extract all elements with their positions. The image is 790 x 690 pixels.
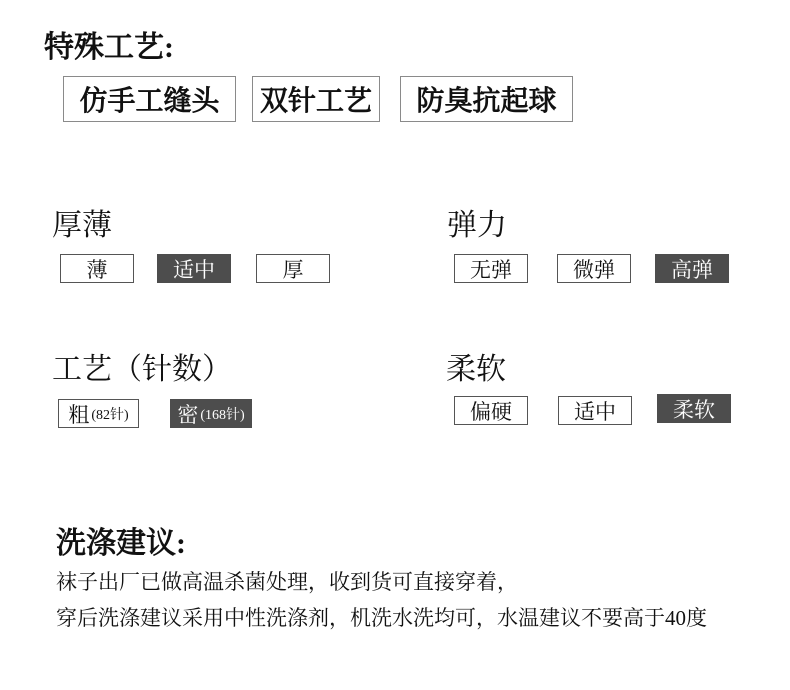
thickness-label: 厚薄 [52, 209, 112, 242]
washing-line-2: 穿后洗涤建议采用中性洗涤剂，机洗水洗均可，水温建议不要高于40度 [56, 606, 707, 630]
softness-option-stiff: 偏硬 [454, 396, 528, 425]
thickness-option-thin: 薄 [60, 254, 134, 283]
softness-label: 柔软 [446, 353, 506, 386]
special-craft-title: 特殊工艺: [44, 31, 174, 64]
thickness-option-thick: 厚 [256, 254, 330, 283]
craft-option-coarse-main: 粗 [68, 402, 90, 427]
craft-option-dense-selected [170, 399, 252, 428]
tag-double-needle: 双针工艺 [252, 76, 380, 122]
elasticity-option-slight: 微弹 [557, 254, 631, 283]
elasticity-option-none: 无弹 [454, 254, 528, 283]
craft-option-coarse [58, 399, 139, 428]
softness-option-soft-selected: 柔软 [657, 394, 731, 423]
craft-option-dense-main: 密 [177, 402, 199, 427]
tag-hand-seam: 仿手工缝头 [63, 76, 236, 122]
craft-label: 工艺（针数） [52, 353, 232, 386]
thickness-option-medium-selected: 适中 [157, 254, 231, 283]
elasticity-label: 弹力 [447, 209, 507, 242]
elasticity-option-high-selected: 高弹 [655, 254, 729, 283]
craft-option-coarse-note: (82针) [91, 407, 129, 423]
washing-line-1: 袜子出厂已做高温杀菌处理，收到货可直接穿着， [56, 570, 518, 594]
craft-option-dense-note: (168针) [200, 407, 245, 423]
softness-option-medium: 适中 [558, 396, 632, 425]
washing-title: 洗涤建议: [56, 527, 186, 560]
tag-anti-odor: 防臭抗起球 [400, 76, 573, 122]
